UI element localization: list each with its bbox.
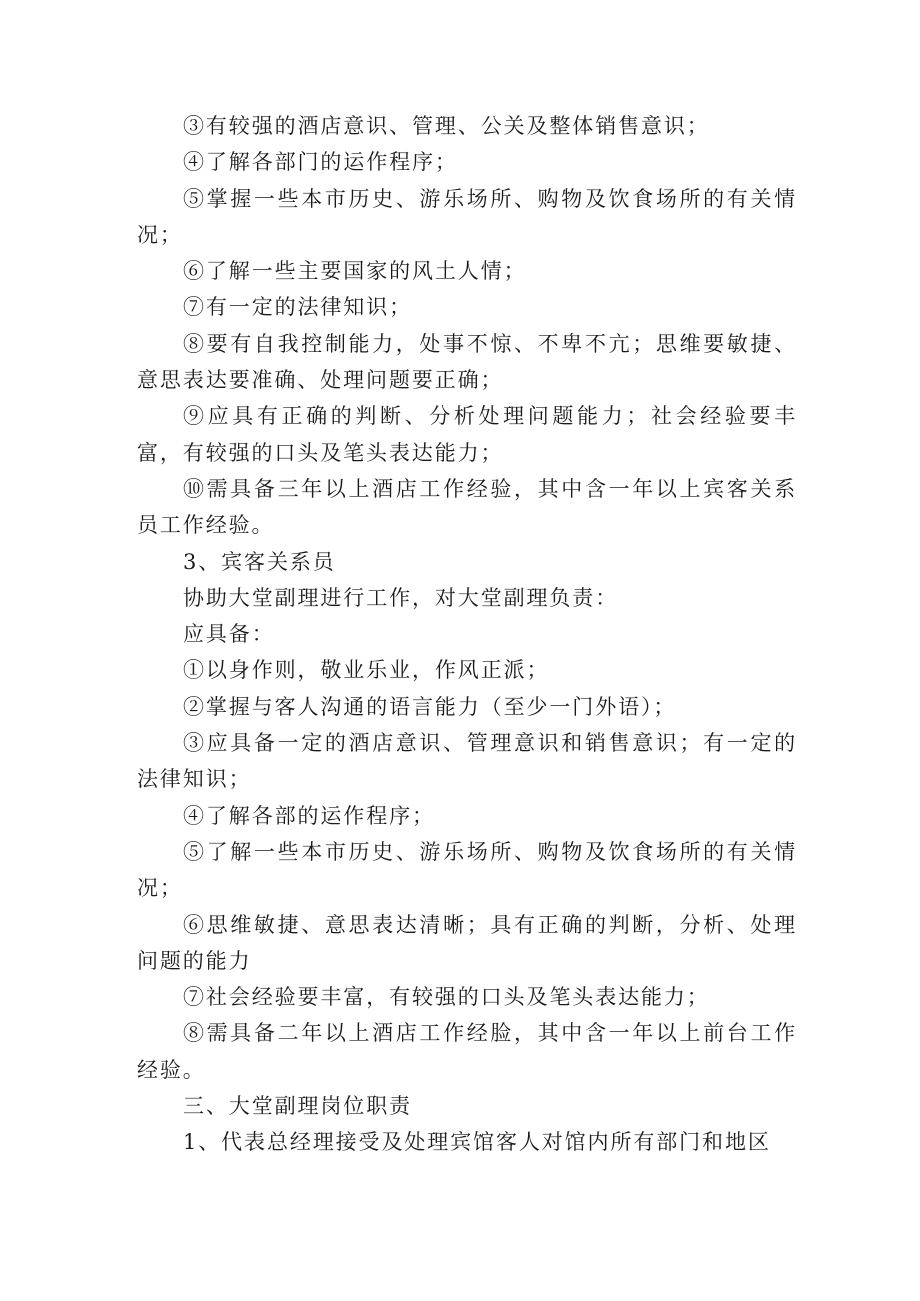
paragraph: ②掌握与客人沟通的语言能力（至少一门外语）； <box>183 694 677 719</box>
paragraph: ⑥了解一些主要国家的风土人情； <box>183 259 527 284</box>
paragraph: ⑦社会经验要丰富，有较强的口头及笔头表达能力； <box>183 985 710 1010</box>
paragraph: ④了解各部的运作程序； <box>183 803 435 828</box>
paragraph: 协助大堂副理进行工作，对大堂副理负责： <box>183 585 619 610</box>
paragraph: ①以身作则，敬业乐业，作风正派； <box>183 658 550 683</box>
document-body <box>137 108 797 1161</box>
paragraph: ⑧要有自我控制能力，处事不惊、不卑不亢；思维要敏捷、意思表达要准确、处理问题要正确； <box>137 331 797 393</box>
paragraph: ⑥思维敏捷、意思表达清晰；具有正确的判断，分析、处理问题的能力 <box>137 912 797 973</box>
paragraph: ⑦有一定的法律知识； <box>183 295 412 320</box>
paragraph: ⑤了解一些本市历史、游乐场所、购物及饮食场所的有关情况； <box>137 839 797 901</box>
section-heading: 三、大堂副理岗位职责 <box>183 1094 412 1119</box>
paragraph: ⑧需具备二年以上酒店工作经脸，其中含一年以上前台工作经验。 <box>137 1021 797 1082</box>
paragraph: ⑤掌握一些本市历史、游乐场所、购物及饮食场所的有关情况； <box>137 186 797 247</box>
paragraph: ③有较强的酒店意识、管理、公关及整体销售意识； <box>183 114 710 138</box>
section-heading: 3、宾客关系员 <box>183 549 336 574</box>
paragraph: ⑩需具备三年以上酒店工作经验，其中含一年以上宾客关系员工作经验。 <box>137 476 797 538</box>
paragraph: ⑨应具有正确的判断、分析处理问题能力；社会经验要丰富，有较强的口头及笔头表达能力； <box>137 404 797 465</box>
paragraph: 1、代表总经理接受及处理宾馆客人对馆内所有部门和地区 <box>183 1130 771 1155</box>
paragraph: ③应具备一定的酒店意识、管理意识和销售意识；有一定的法律知识； <box>137 731 797 792</box>
paragraph: ④了解各部门的运作程序； <box>183 150 458 175</box>
paragraph: 应具备： <box>183 622 275 647</box>
